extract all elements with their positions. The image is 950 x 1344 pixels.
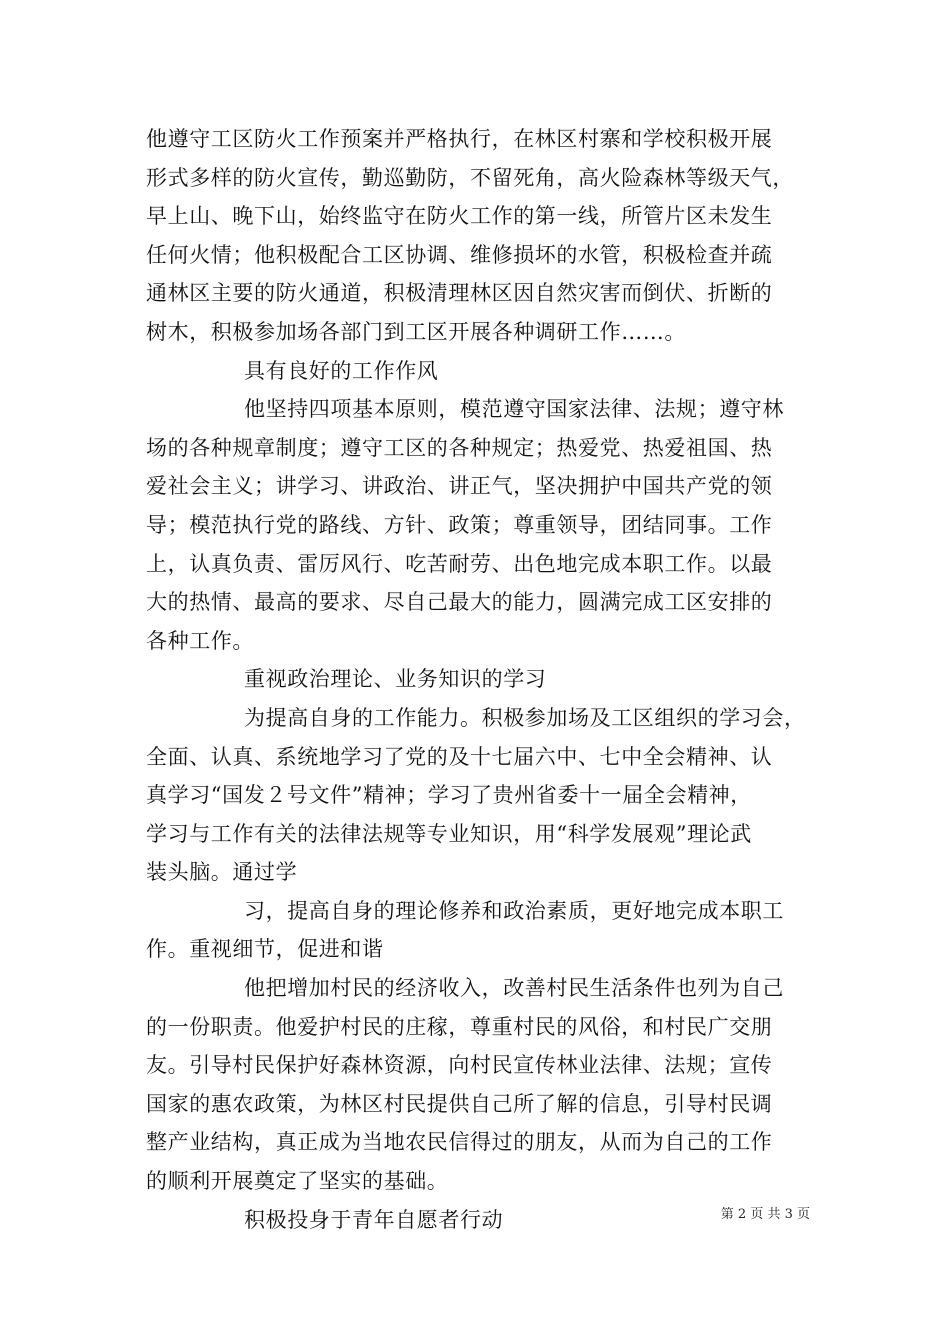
text-line: 具有良好的工作作风 xyxy=(244,358,439,383)
text-line: 早上山、晚下山，始终监守在防火工作的第一线，所管片区未发生 xyxy=(146,204,773,229)
text-line: 他遵守工区防火工作预案并严格执行，在林区村寨和学校积极开展 xyxy=(146,127,773,151)
text-line: 他坚持四项基本原则，模范遵守国家法律、法规；遵守林 xyxy=(244,397,784,422)
text-line: 友。引导村民保护好森林资源，向村民宣传林业法律、法规；宣传 xyxy=(146,1053,773,1078)
text-line: 树木，积极参加场各部门到工区开展各种调研工作……。 xyxy=(146,319,686,344)
text-line: 全面、认真、系统地学习了党的及十七届六中、七中全会精神、认 xyxy=(146,744,773,769)
text-line: 国家的惠农政策，为林区村民提供自己所了解的信息，引导村民调 xyxy=(146,1091,773,1116)
text-line: 的一份职责。他爱护村民的庄稼，尊重村民的风俗，和村民广交朋 xyxy=(146,1014,773,1039)
text-line: 任何火情；他积极配合工区协调、维修损坏的水管，积极检查并疏 xyxy=(146,242,773,267)
text-line: 习，提高自身的理论修养和政治素质，更好地完成本职工 xyxy=(244,898,784,923)
text-line: 装头脑。通过学 xyxy=(146,860,298,885)
text-line: 重视政治理论、业务知识的学习 xyxy=(244,667,547,692)
text-line: 积极投身于青年自愿者行动 xyxy=(244,1207,504,1232)
text-line: 整产业结构，真正成为当地农民信得过的朋友，从而为自己的工作 xyxy=(146,1130,773,1155)
text-line: 场的各种规章制度；遵守工区的各种规定；热爱党、热爱祖国、热 xyxy=(146,435,773,460)
text-line: 上，认真负责、雷厉风行、吃苦耐劳、出色地完成本职工作。以最 xyxy=(146,551,773,576)
text-line: 形式多样的防火宣传，勤巡勤防，不留死角，高火险森林等级天气， xyxy=(146,165,794,190)
text-line: 各种工作。 xyxy=(146,628,254,653)
text-line: 通林区主要的防火通道，积极清理林区因自然灾害而倒伏、折断的 xyxy=(146,281,773,306)
text-line: 学习与工作有关的法律法规等专业知识，用“科学发展观”理论武 xyxy=(146,821,752,846)
text-line: 导；模范执行党的路线、方针、政策；尊重领导，团结同事。工作 xyxy=(146,512,773,537)
body-text xyxy=(146,120,814,1239)
text-line: 作。重视细节，促进和谐 xyxy=(146,937,384,962)
text-line: 爱社会主义；讲学习、讲政治、讲正气，坚决拥护中国共产党的领 xyxy=(146,474,773,499)
text-line: 他把增加村民的经济收入，改善村民生活条件也列为自己 xyxy=(244,976,784,1001)
text-line: 真学习“国发２号文件”精神；学习了贵州省委十一届全会精神， xyxy=(146,783,752,808)
text-line: 的顺利开展奠定了坚实的基础。 xyxy=(146,1169,449,1194)
page-number-footer: 第 2 页 共 3 页 xyxy=(720,1207,810,1222)
text-line: 为提高自身的工作能力。积极参加场及工区组织的学习会， xyxy=(244,705,806,730)
text-line: 大的热情、最高的要求、尽自己最大的能力，圆满完成工区安排的 xyxy=(146,590,773,615)
